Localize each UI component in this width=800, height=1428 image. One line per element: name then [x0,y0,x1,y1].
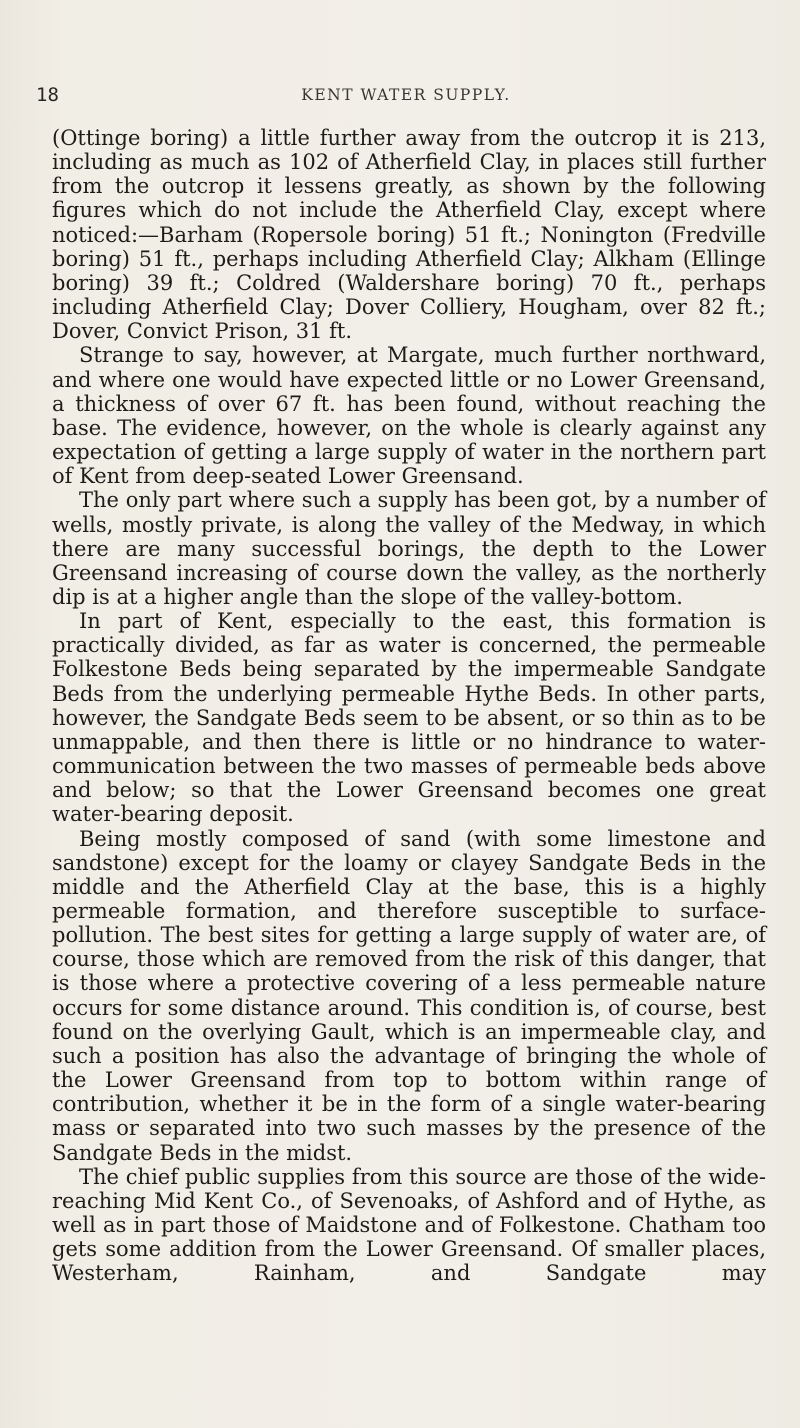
paragraph: Strange to say, however, at Margate, much further northward, and where one would have expected little or no Lower Greensand, a thickness of over 67 ft. has been found, without reaching the base. The evidence, however, on the whole is clearly against any expectation of getting a large supply of water in the northern part of Kent from deep-seated Lower Greensand. [52,343,766,489]
page-number: 18 [36,84,59,106]
paragraph: (Ottinge boring) a little further away from the outcrop it is 213, including as much as 102 of Atherfield Clay, in places still further from the outcrop it lessens greatly, as shown by the following figures which do not include the Atherfield Clay, except where noticed:—Barham (Ropersole boring) 51 ft.; Nonington (Fredville boring) 51 ft., perhaps including Atherfield Clay; Alkham (Ellinge boring) 39 ft.; Coldred (Waldershare boring) 70 ft., perhaps including Atherfield Clay; Dover Colliery, Hougham, over 82 ft.; Dover, Convict Prison, 31 ft. [52,126,766,344]
paragraph: The chief public supplies from this source are those of the wide-reaching Mid Kent Co., of Sevenoaks, of Ashford and of Hythe, as well as in part those of Maidstone and of Folkestone. Chatham too gets some addition from the Lower Greensand. Of smaller places, Westerham, Rainham, and Sandgate may [52,1164,766,1286]
paragraph: Being mostly composed of sand (with some limestone and sandstone) except for the loamy or clayey Sandgate Beds in the middle and the Atherfield Clay at the base, this is a highly permeable formation, and therefore susceptible to surface-pollution. The best sites for getting a large supply of water are, of course, those which are removed from the risk of this danger, that is those where a protective covering of a less permeable nature occurs for some distance around. This condition is, of course, best found on the overlying Gault, which is an impermeable clay, and such a position has also the advantage of bringing the whole of the Lower Greensand from top to bottom within range of contribution, whether it be in the form of a single water-bearing mass or separated into two such masses by the presence of the Sandgate Beds in the midst. [52,826,766,1165]
body-text [52,126,766,1286]
page-header [36,84,776,108]
paragraph: The only part where such a supply has been got, by a number of wells, mostly private, is along the valley of the Medway, in which there are many successful borings, the depth to the Lower Greensand increasing of course down the valley, as the northerly dip is at a higher angle than the slope of the valley-bottom. [52,488,766,609]
paragraph: In part of Kent, especially to the east, this formation is practically divided, as far as water is concerned, the permeable Folkestone Beds being separated by the impermeable Sandgate Beds from the underlying permeable Hythe Beds. In other parts, however, the Sandgate Beds seem to be absent, or so thin as to be unmappable, and then there is little or no hindrance to water-communication between the two masses of permeable beds above and below; so that the Lower Greensand becomes one great water-bearing deposit. [52,609,766,827]
running-head: KENT WATER SUPPLY. [301,86,511,104]
